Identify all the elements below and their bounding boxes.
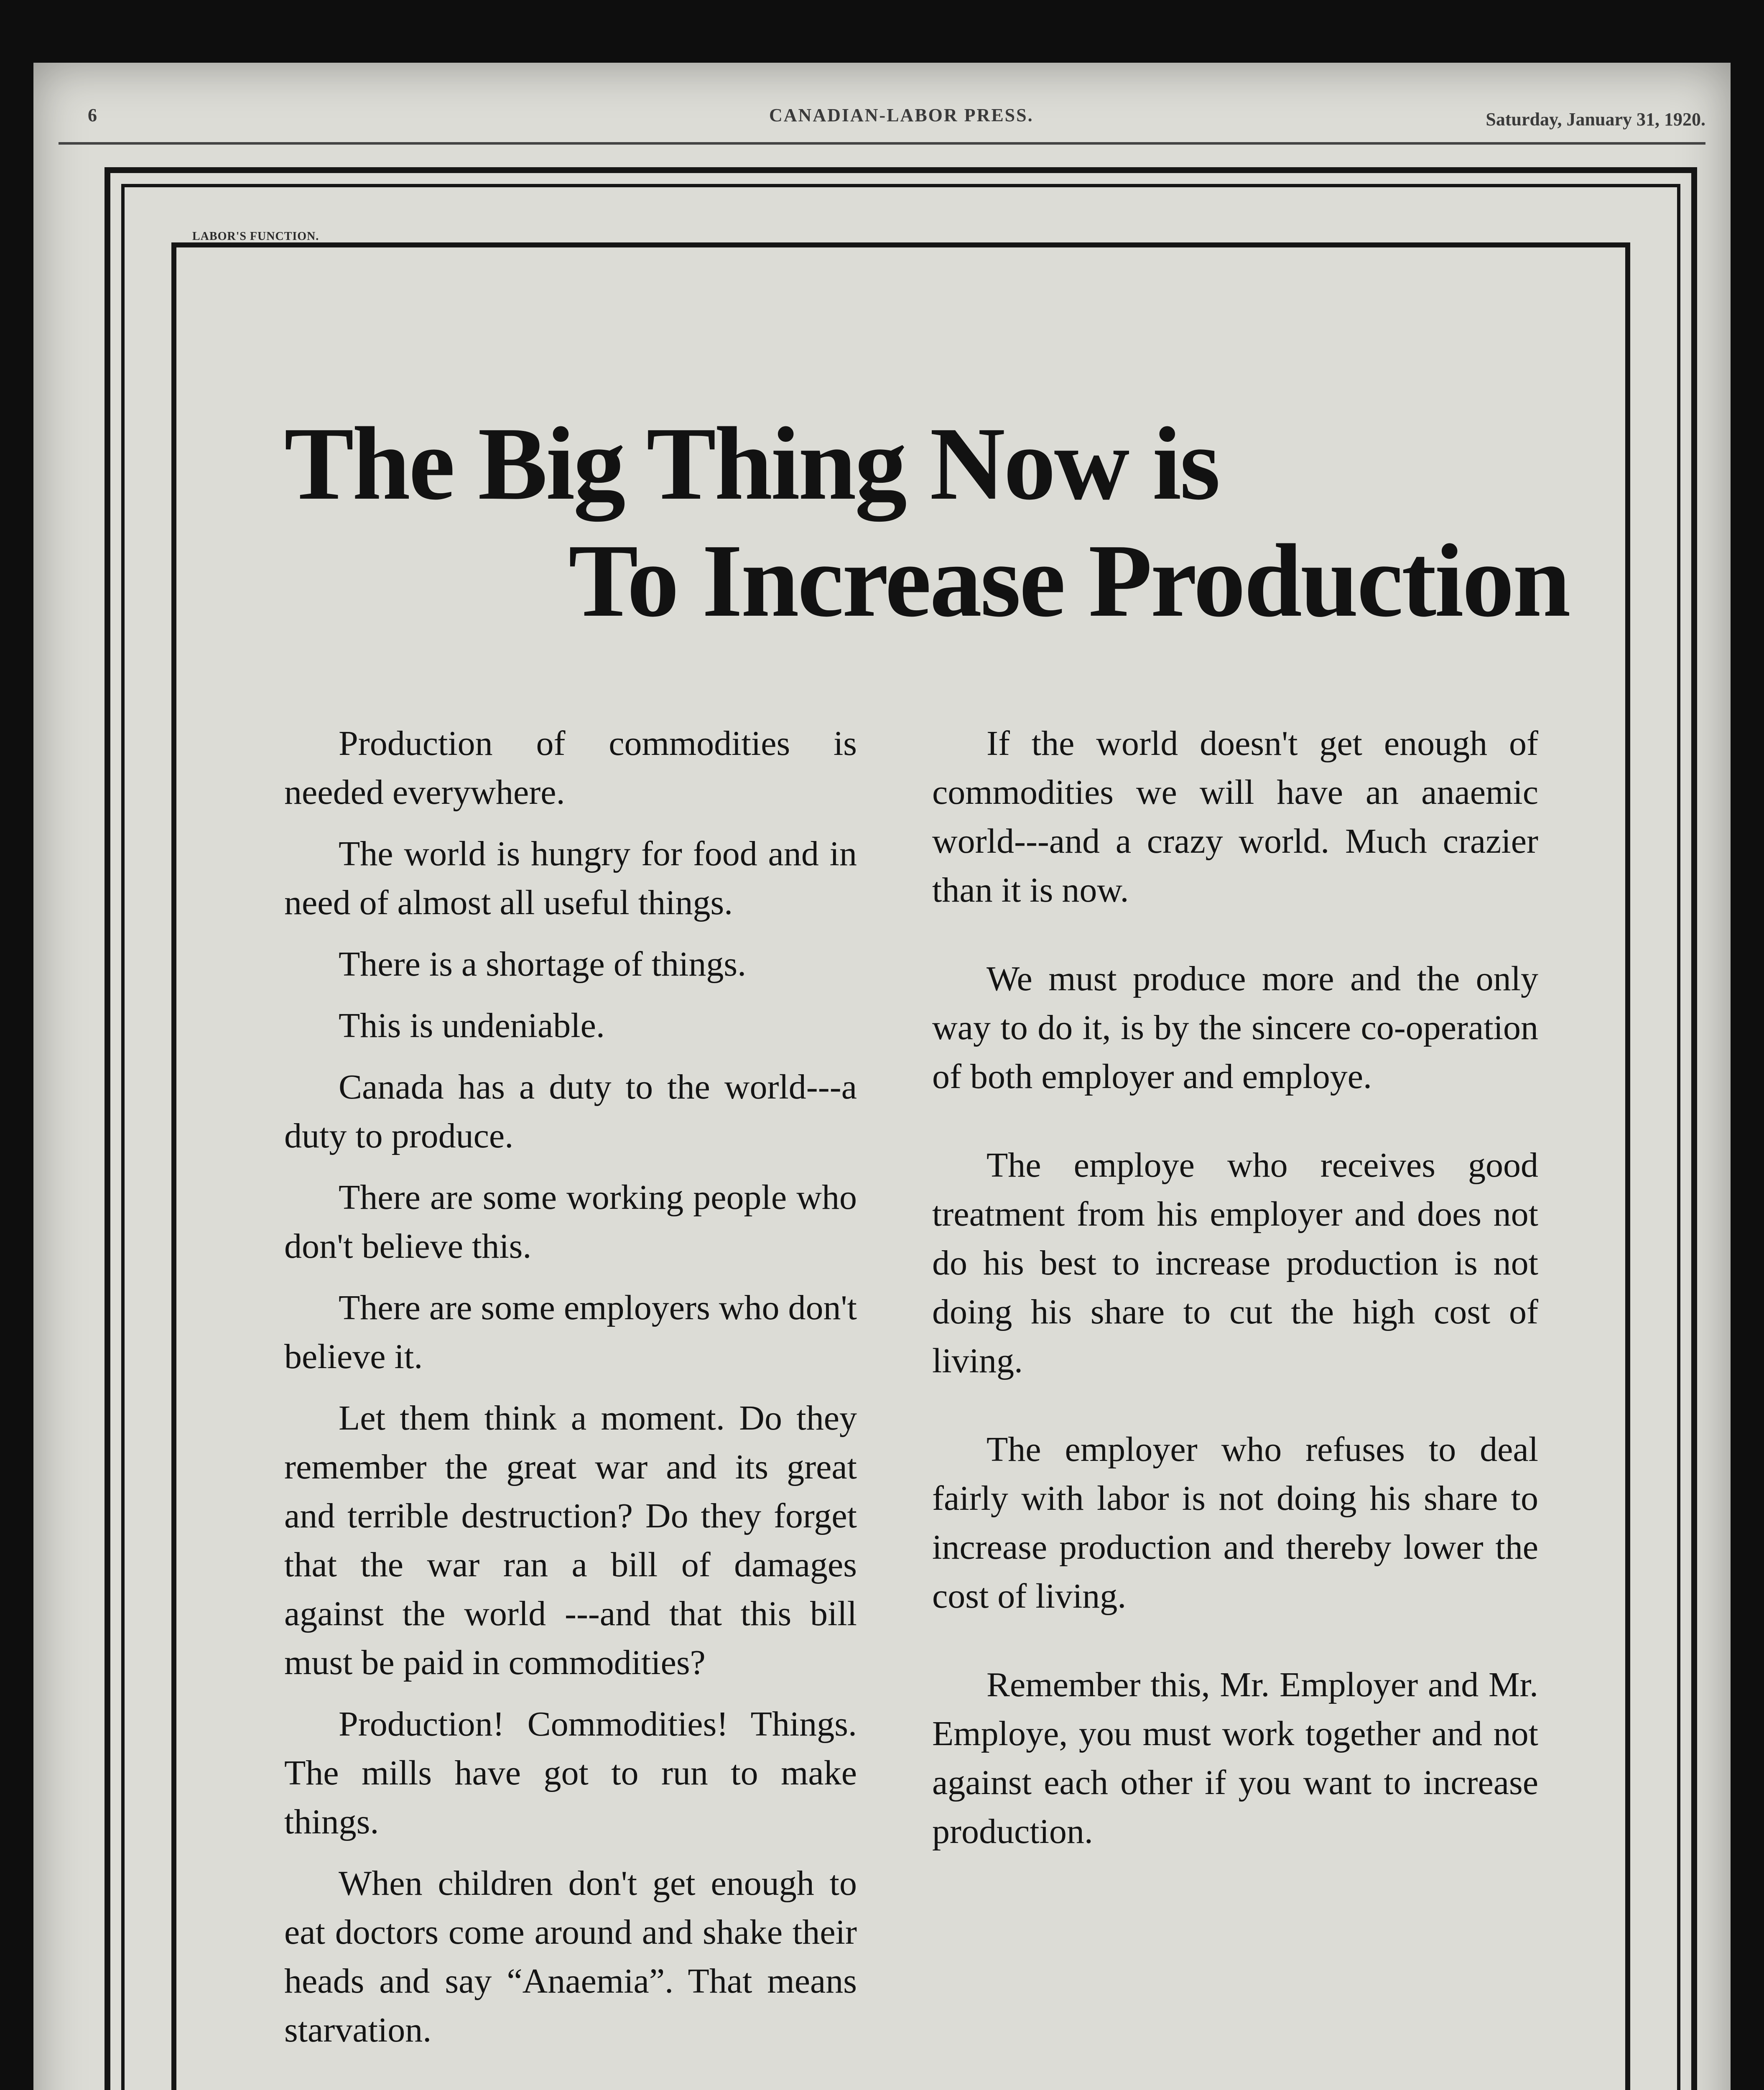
paragraph: The world is hungry for food and in need of almost all useful things. — [284, 834, 857, 922]
paragraph: Production! Commodities! Things. The mills have got to run to make things. — [284, 1705, 857, 1841]
publication-date: Saturday, January 31, 1920. — [1486, 109, 1705, 130]
page-number: 6 — [88, 105, 97, 125]
paragraph: There is a shortage of things. — [339, 945, 747, 984]
left-column — [284, 719, 857, 2067]
paragraph: Production of commodities is needed everywhere. — [284, 724, 857, 812]
masthead — [33, 63, 1731, 159]
paragraph: We must produce more and the only way to do it, is by the sincere co-operation of both employer and employe. — [932, 959, 1538, 1096]
paper-name: CANADIAN-LABOR PRESS. — [769, 105, 1034, 125]
paragraph: The employe who receives good treatment from his employer and does not do his best to increase production is not doing his share to cut the high cost of living. — [932, 1146, 1538, 1380]
headline — [284, 405, 1622, 640]
newspaper-page — [33, 63, 1731, 2090]
paragraph: This is undeniable. — [339, 1006, 605, 1045]
masthead-rule — [59, 142, 1705, 145]
paragraph: When children don't get enough to eat doctors come around and shake their heads and say “Anaemia”. That means starvation. — [284, 1864, 857, 2049]
headline-line-2: To Increase Production — [568, 523, 1569, 639]
paragraph: There are some working people who don't believe this. — [284, 1178, 857, 1266]
paragraph: The employer who refuses to deal fairly with labor is not doing his share to increase production and thereby lower the cost of living. — [932, 1430, 1538, 1616]
section-label: LABOR'S FUNCTION. — [192, 230, 319, 243]
right-column — [932, 719, 1538, 1896]
paragraph: Canada has a duty to the world---a duty to produce. — [284, 1068, 857, 1155]
paragraph: Let them think a moment. Do they remember the great war and its great and terrible destruction? Do they forget that the war ran a bill of damages against the world ---and that this bill must be paid in commodities? — [284, 1399, 857, 1682]
paragraph: Remember this, Mr. Employer and Mr. Employe, you must work together and not against each other if you want to increase production. — [932, 1665, 1538, 1851]
paragraph: If the world doesn't get enough of commodities we will have an anaemic world---and a crazy world. Much crazier than it is now. — [932, 724, 1538, 910]
headline-line-1: The Big Thing Now is — [284, 406, 1219, 522]
paragraph: There are some employers who don't believe it. — [284, 1288, 857, 1376]
